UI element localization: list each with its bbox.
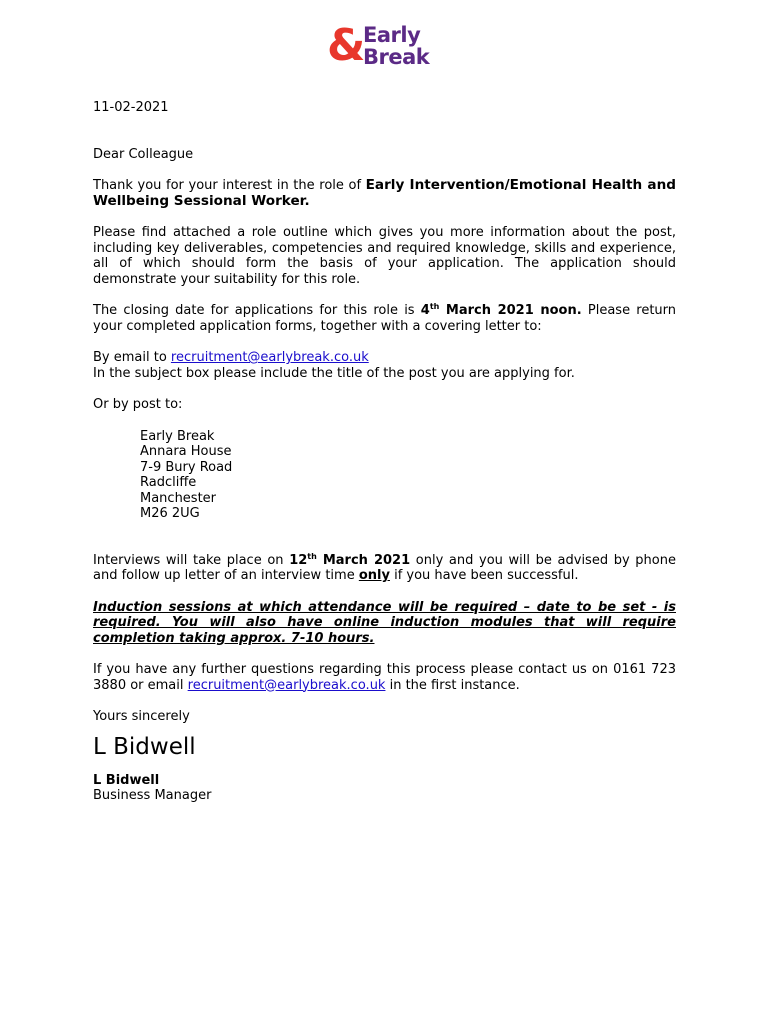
closing-date-paragraph: The closing date for applications for this role is 4th March 2021 noon. Please return your completed application forms, together with a covering letter to: — [93, 302, 677, 334]
logo-line-2: Break — [363, 45, 430, 69]
email-paragraph: By email to recruitment@earlybreak.co.uk In the subject box please include the title of the post you are applying for. — [93, 350, 575, 381]
postal-address: Early Break Annara House 7-9 Bury Road Radcliffe Manchester M26 2UG — [140, 428, 233, 521]
logo-line-1: Early — [363, 23, 421, 47]
role-title: Early Intervention/Emotional Health and Wellbeing Sessional Worker. — [93, 177, 677, 209]
salutation: Dear Colleague — [93, 146, 194, 162]
closing-date: 4th March 2021 noon. — [420, 302, 582, 318]
interview-date: 12th March 2021 — [289, 551, 411, 568]
logo-ampersand-icon: & — [327, 20, 366, 71]
signer-title: Business Manager — [93, 788, 212, 803]
intro-paragraph: Thank you for your interest in the role of Early Intervention/Emotional Health and Wellbeing Sessional Worker. — [93, 177, 677, 209]
outline-paragraph: Please find attached a role outline which gives you more information about the post, including key deliverables, competencies and required knowledge, skills and experience, all of which should form the basis of your application. The application should demonstrate your suitability for this role. — [93, 225, 676, 287]
logo-wordmark — [363, 24, 429, 68]
signoff: Yours sincerely — [93, 709, 190, 724]
early-break-logo — [327, 22, 447, 74]
letter-body — [93, 100, 676, 804]
signer-name: L Bidwell — [93, 772, 160, 788]
signature: L Bidwell — [93, 733, 196, 760]
recruitment-email-link[interactable]: recruitment@earlybreak.co.uk — [170, 350, 369, 365]
letter-date: 11-02-2021 — [93, 100, 169, 115]
interviews-paragraph: Interviews will take place on 12th March 2021 only and you will be advised by phone and follow up letter of an interview time only if you have been successful. — [93, 551, 676, 583]
only-emphasis: only — [358, 568, 390, 583]
contact-email-link[interactable]: recruitment@earlybreak.co.uk — [187, 677, 386, 693]
induction-paragraph: Induction sessions at which attendance will be required – date to be set - is required. You will also have online induction modules that will require completion taking approx. 7-10 hours. — [93, 599, 676, 646]
post-intro: Or by post to: — [93, 397, 183, 412]
contact-paragraph: If you have any further questions regarding this process please contact us on 0161 723 3880 or email recruitment@earlybreak.co.uk in the first instance. — [93, 662, 676, 693]
